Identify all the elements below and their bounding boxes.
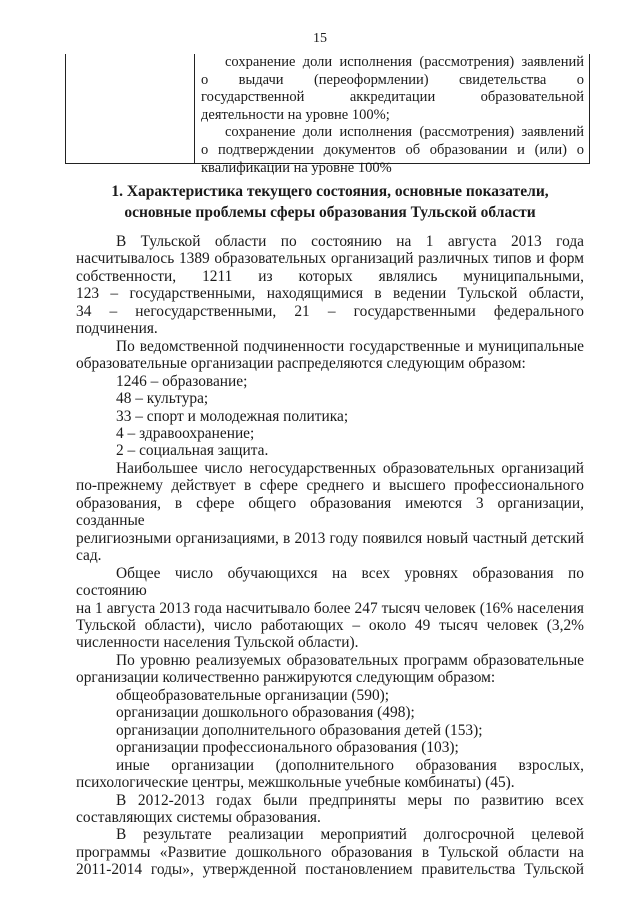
paragraph-non-state	[76, 460, 584, 565]
text-line: составляющих системы образования.	[76, 808, 321, 826]
table-line: квалификации на уровне 100%	[201, 159, 392, 176]
list-item: организации дополнительного образования детей (153);	[116, 721, 483, 739]
text-line: численности населения Тульской области).	[76, 634, 359, 652]
text-line: образования, в сфере общего образования имеются 3 организации, созданные	[76, 494, 584, 530]
list-item: 4 – здравоохранение;	[116, 424, 255, 442]
text-line: 34 – негосударственными, 21 – государственными федерального подчинения.	[76, 302, 584, 338]
body-text	[76, 233, 584, 879]
section-heading	[60, 181, 600, 223]
table-line: о выдачи (переоформлении) свидетельства о	[201, 71, 584, 88]
table-line: государственной аккредитации образовательной	[201, 89, 584, 106]
list-item: общеобразовательные организации (590);	[116, 686, 390, 704]
text-line: организации количественно ранжируются следующим образом:	[76, 669, 496, 687]
list-item: 2 – социальная защита.	[116, 442, 269, 460]
paragraph-programs	[76, 652, 584, 687]
paragraph-organizations-count	[76, 233, 584, 338]
table-right-cell	[195, 54, 589, 176]
section-heading-line: основные проблемы сферы образования Тульской области	[124, 204, 536, 221]
paragraph-program-results	[76, 826, 584, 878]
list-item: 1246 – образование;	[116, 372, 248, 390]
subordination-list	[76, 373, 584, 460]
goals-table-fragment	[65, 54, 590, 176]
table-line: сохранение доли исполнения (рассмотрения) заявлений	[225, 124, 584, 141]
text-line: Общее число обучающихся на всех уровнях образования по состоянию	[76, 564, 584, 600]
list-item: 48 – культура;	[116, 390, 209, 408]
text-line: иные организации (дополнительного образования взрослых,	[116, 756, 584, 774]
text-line: Наибольшее число негосударственных образовательных организаций	[116, 459, 584, 477]
list-item: организации дошкольного образования (498);	[116, 704, 415, 722]
list-item: организации профессионального образования (103);	[116, 739, 459, 757]
paragraph-other-organizations	[76, 757, 584, 792]
text-line: на 1 августа 2013 года насчитывало более 247 тысяч человек (16% населения	[76, 599, 584, 617]
text-line: В результате реализации мероприятий долгосрочной целевой	[116, 826, 584, 844]
text-line: собственности, 1211 из которых являлись муниципальными,	[76, 267, 584, 285]
table-line: о подтверждении документов об образовании и (или) о	[201, 141, 584, 158]
programs-list	[76, 687, 584, 757]
paragraph-subordination	[76, 338, 584, 373]
text-line: религиозными организациями, в 2013 году появился новый частный детский	[76, 529, 584, 547]
text-line: 123 – государственными, находящимися в ведении Тульской области,	[76, 285, 584, 303]
text-line: По уровню реализуемых образовательных программ образовательные	[116, 651, 584, 669]
text-line: по-прежнему действует в сфере среднего и высшего профессионального	[76, 477, 584, 495]
text-line: 2011-2014 годы», утвержденной постановлением правительства Тульской	[76, 861, 584, 879]
table-left-cell	[66, 54, 195, 163]
list-item: 33 – спорт и молодежная политика;	[116, 407, 349, 425]
page-number: 15	[313, 31, 327, 46]
text-line: Тульской области), число работающих – около 49 тысяч человек (3,2%	[76, 616, 584, 634]
table-line: деятельности на уровне 100%;	[201, 106, 390, 123]
text-line: психологические центры, межшкольные учебные комбинаты) (45).	[76, 774, 515, 792]
text-line: насчитывалось 1389 образовательных организаций различных типов и форм	[76, 250, 584, 268]
paragraph-measures	[76, 792, 584, 827]
text-line: В 2012-2013 годах были предприняты меры по развитию всех	[116, 791, 584, 809]
section-heading-line: 1. Характеристика текущего состояния, основные показатели,	[111, 183, 549, 200]
text-line: По ведомственной подчиненности государственные и муниципальные	[116, 337, 584, 355]
text-line: сад.	[76, 547, 102, 565]
table-line: сохранение доли исполнения (рассмотрения) заявлений	[225, 54, 584, 70]
text-line: программы «Развитие дошкольного образования в Тульской области на	[76, 843, 584, 861]
text-line: В Тульской области по состоянию на 1 августа 2013 года	[116, 233, 584, 250]
paragraph-students	[76, 565, 584, 652]
text-line: образовательные организации распределяются следующим образом:	[76, 355, 526, 373]
